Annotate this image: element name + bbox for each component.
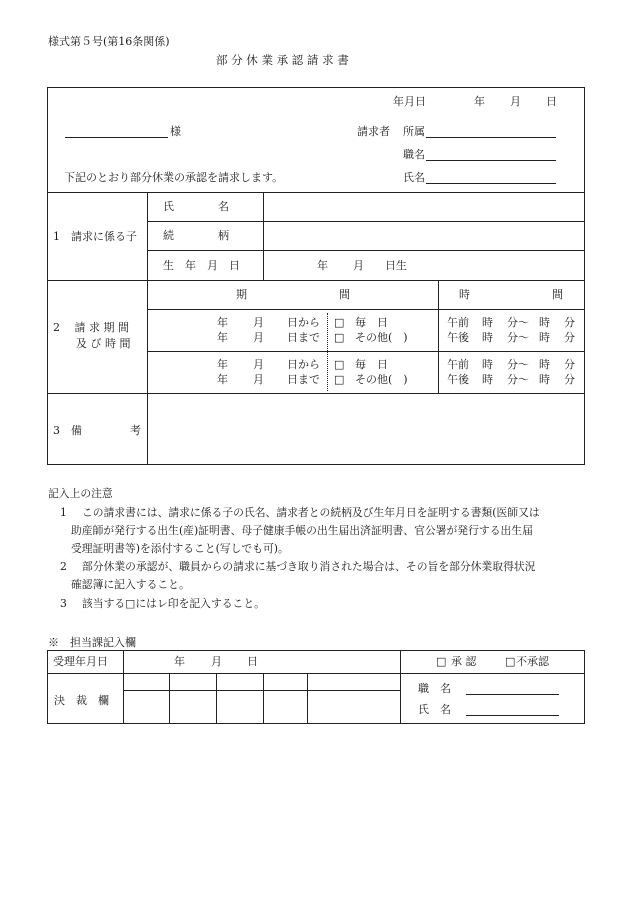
divider — [216, 673, 217, 724]
period2-daily-checkbox[interactable]: □ — [334, 358, 345, 371]
time2-am-min: 分 — [564, 358, 575, 371]
remarks-field[interactable] — [150, 397, 582, 461]
divider — [47, 192, 585, 193]
divider — [47, 393, 585, 394]
divider — [123, 650, 124, 724]
time1-pm-min: 分 — [564, 331, 575, 344]
divider — [147, 192, 148, 465]
time2-am-hour: 時 — [482, 358, 493, 371]
note-line: 確認簿に記入すること。 — [71, 578, 190, 591]
note-number: 3 — [60, 597, 67, 610]
child-birth-label: 生 年 月 日 — [163, 259, 240, 272]
time1-pm-hour-to: 時 — [539, 331, 550, 344]
date-label: 年月日 — [393, 95, 426, 108]
note-number: 2 — [60, 560, 67, 573]
period2-from-year: 年 — [217, 358, 228, 371]
divider — [263, 192, 264, 280]
note-line: 助産師が発行する出生(産)証明書、母子健康手帳の出生届出済証明書、官公署が発行する出生届 — [71, 524, 533, 537]
addressee-suffix: 様 — [170, 125, 181, 138]
birth-day: 日生 — [385, 259, 407, 272]
period2-other-checkbox[interactable]: □ — [334, 373, 345, 386]
divider — [47, 280, 585, 281]
divider — [307, 673, 308, 724]
note-line: 受理証明書等)を添付すること(写しでも可)。 — [71, 542, 289, 555]
period2-other-label: その他( ) — [355, 373, 408, 386]
divider — [47, 673, 585, 674]
birth-month: 月 — [353, 259, 364, 272]
office-position-label: 職 名 — [418, 682, 451, 695]
period1-from-year: 年 — [217, 316, 228, 329]
time-head1: 時 — [459, 288, 470, 301]
time-head2: 間 — [552, 288, 563, 301]
position-field[interactable] — [426, 160, 556, 161]
divider — [147, 250, 585, 251]
date-day: 日 — [546, 95, 557, 108]
dotted-divider — [327, 313, 328, 391]
note-line: この請求書には、請求に係る子の氏名、請求者との続柄及び生年月日を証明する書類(医師又は — [82, 506, 540, 519]
form-title: 部 分 休 業 承 認 請 求 書 — [216, 53, 349, 67]
section1-label: 1 請求に係る子 — [53, 230, 137, 243]
time1-am-label: 午前 — [447, 316, 469, 329]
divider — [263, 673, 264, 724]
divider — [147, 309, 585, 310]
time1-am-hour-to: 時 — [539, 316, 550, 329]
period1-until-month: 月 — [253, 331, 264, 344]
section2-label-line1: 2 請 求 期 間 — [53, 321, 129, 334]
period1-daily-label: 毎 日 — [355, 316, 388, 329]
time2-pm-label: 午後 — [447, 373, 469, 386]
approved-checkbox[interactable]: □ — [436, 655, 447, 668]
period1-daily-checkbox[interactable]: □ — [334, 316, 345, 329]
divider — [438, 280, 439, 393]
period2-until-month: 月 — [253, 373, 264, 386]
not-approved-checkbox[interactable]: □ — [505, 655, 516, 668]
note-number: 1 — [60, 506, 67, 519]
divider — [147, 221, 585, 222]
child-name-label: 氏 名 — [163, 200, 229, 213]
office-name-field[interactable] — [466, 715, 559, 716]
period1-from-month: 月 — [253, 316, 264, 329]
time2-pm-min-from: 分～ — [507, 373, 529, 386]
time2-pm-min: 分 — [564, 373, 575, 386]
office-name-label: 氏 名 — [418, 703, 451, 716]
received-year: 年 — [174, 655, 185, 668]
request-statement: 下記のとおり部分休業の承認を請求します。 — [64, 171, 284, 184]
birth-year: 年 — [317, 259, 328, 272]
time1-am-hour: 時 — [482, 316, 493, 329]
period1-from-label: 日から — [287, 316, 320, 329]
section2-label-line2: 及 び 時 間 — [76, 337, 131, 350]
period2-until-year: 年 — [217, 373, 228, 386]
period2-until-label: 日まで — [287, 373, 320, 386]
received-date-label: 受理年月日 — [53, 655, 108, 668]
approved-label: 承 認 — [451, 655, 477, 668]
notes-heading: 記入上の注意 — [48, 487, 113, 500]
time2-am-label: 午前 — [447, 358, 469, 371]
name-field[interactable] — [426, 183, 556, 184]
office-heading: ※ 担当課記入欄 — [48, 636, 136, 649]
position-label: 職名 — [403, 148, 425, 161]
period1-until-label: 日まで — [287, 331, 320, 344]
date-month: 月 — [510, 95, 521, 108]
period1-other-checkbox[interactable]: □ — [334, 331, 345, 344]
affiliation-label: 所属 — [403, 125, 425, 138]
period2-from-label: 日から — [287, 358, 320, 371]
office-position-field[interactable] — [466, 694, 559, 695]
form-number: 様式第５号(第16条関係) — [48, 35, 170, 48]
time1-am-min: 分 — [564, 316, 575, 329]
name-label: 氏名 — [403, 171, 425, 184]
time2-pm-hour-to: 時 — [539, 373, 550, 386]
not-approved-label: 不承認 — [516, 655, 549, 668]
time1-pm-label: 午後 — [447, 331, 469, 344]
period2-from-month: 月 — [253, 358, 264, 371]
child-relation-label: 続 柄 — [163, 229, 229, 242]
period2-daily-label: 毎 日 — [355, 358, 388, 371]
remarks-label-part2: 考 — [130, 424, 141, 437]
period-head1: 期 — [236, 288, 247, 301]
time1-am-min-from: 分～ — [507, 316, 529, 329]
divider — [147, 351, 585, 352]
remarks-label-part1: 3 備 — [53, 424, 82, 437]
time1-pm-min-from: 分～ — [507, 331, 529, 344]
decision-label: 決 裁 欄 — [54, 694, 109, 707]
time2-am-min-from: 分～ — [507, 358, 529, 371]
period-head2: 間 — [339, 288, 350, 301]
divider — [123, 690, 400, 691]
received-month: 月 — [211, 655, 222, 668]
time1-pm-hour: 時 — [482, 331, 493, 344]
affiliation-field[interactable] — [426, 137, 556, 138]
date-year: 年 — [474, 95, 485, 108]
time2-am-hour-to: 時 — [539, 358, 550, 371]
period1-until-year: 年 — [217, 331, 228, 344]
addressee-field[interactable] — [65, 137, 168, 138]
received-day: 日 — [247, 655, 258, 668]
divider — [400, 650, 401, 724]
requester-label: 請求者 — [357, 125, 390, 138]
note-line: 部分休業の承認が、職員からの請求に基づき取り消された場合は、その旨を部分休業取得状況 — [82, 560, 536, 573]
divider — [169, 673, 170, 724]
period1-other-label: その他( ) — [355, 331, 408, 344]
note-line: 該当する□にはレ印を記入すること。 — [82, 597, 265, 610]
time2-pm-hour: 時 — [482, 373, 493, 386]
